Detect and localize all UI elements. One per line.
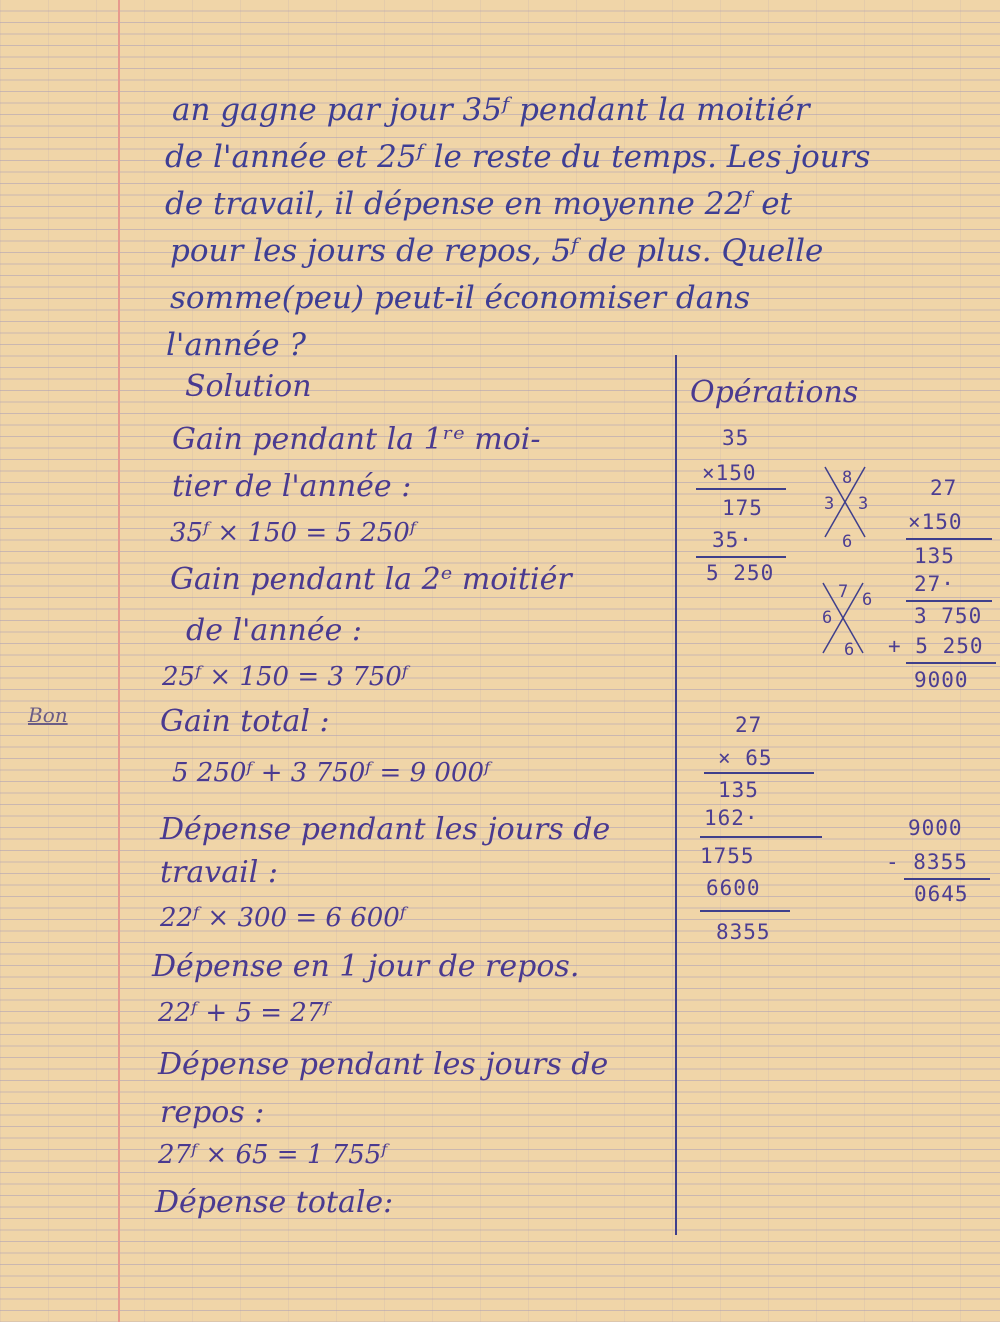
cross2-right: 6 xyxy=(862,590,873,610)
mult3-row: 162· xyxy=(704,806,759,830)
mult2-rule xyxy=(906,662,996,664)
mult1-row: ×150 xyxy=(702,461,757,485)
mult2-row: ×150 xyxy=(908,510,963,534)
solution-line: 27ᶠ × 65 = 1 755ᶠ xyxy=(158,1140,388,1170)
problem-line: l'année ? xyxy=(166,327,307,363)
solution-line: Dépense en 1 jour de repos. xyxy=(152,949,580,984)
margin-grade-mark: Bon xyxy=(28,703,68,727)
mult2-row: 3 750 xyxy=(914,604,983,628)
mult1-row: 35 xyxy=(722,426,750,450)
problem-line: de travail, il dépense en moyenne 22ᶠ et xyxy=(165,186,793,222)
solution-heading: Solution xyxy=(185,369,312,404)
solution-line: 22ᶠ × 300 = 6 600ᶠ xyxy=(160,903,406,933)
mult2-row: + 5 250 xyxy=(888,634,984,658)
solution-line: travail : xyxy=(160,855,278,890)
mult2-row: 27· xyxy=(914,572,955,596)
mult3-total: 8355 xyxy=(716,920,771,944)
problem-line: an gagne par jour 35ᶠ pendant la moitiér xyxy=(172,92,810,128)
mult1-row: 35· xyxy=(712,528,753,552)
solution-line: tier de l'année : xyxy=(172,469,412,504)
sub-rule xyxy=(904,878,990,880)
cross2-top: 7 xyxy=(838,582,849,602)
solution-line: Gain total : xyxy=(160,704,330,739)
sub-row: 9000 xyxy=(908,816,963,840)
sub-row: - 8355 xyxy=(886,850,968,874)
mult3-row: 27 xyxy=(735,713,763,737)
mult2-rule xyxy=(906,538,992,540)
solution-line: 35ᶠ × 150 = 5 250ᶠ xyxy=(170,518,416,548)
mult2-row: 27 xyxy=(930,476,958,500)
mult3-rule xyxy=(700,836,822,838)
mult3-row: 1755 xyxy=(700,844,755,868)
column-divider xyxy=(675,355,677,1235)
mult1-row: 175 xyxy=(722,496,763,520)
cross1-top: 8 xyxy=(842,468,853,488)
operations-heading: Opérations xyxy=(690,375,859,410)
cross1-left: 3 xyxy=(824,494,835,514)
solution-line: Dépense totale: xyxy=(155,1185,394,1220)
mult3-rule xyxy=(700,910,790,912)
mult1-rule xyxy=(696,556,786,558)
mult3-row: 135 xyxy=(718,778,759,802)
problem-line: somme(peu) peut-il économiser dans xyxy=(170,280,751,316)
mult3-row: × 65 xyxy=(718,746,773,770)
solution-line: Dépense pendant les jours de xyxy=(158,1047,609,1082)
problem-line: de l'année et 25ᶠ le reste du temps. Les jours xyxy=(165,139,871,175)
mult3-rule xyxy=(704,772,814,774)
solution-line: repos : xyxy=(160,1095,265,1130)
solution-line: 5 250ᶠ + 3 750ᶠ = 9 000ᶠ xyxy=(172,758,491,788)
solution-line: de l'année : xyxy=(186,613,363,648)
mult1-rule xyxy=(696,488,786,490)
problem-line: pour les jours de repos, 5ᶠ de plus. Quelle xyxy=(170,233,824,269)
solution-line: 22ᶠ + 5 = 27ᶠ xyxy=(158,998,330,1028)
solution-line: Dépense pendant les jours de xyxy=(160,812,611,847)
sub-result: 0645 xyxy=(914,882,969,906)
mult2-rule xyxy=(906,600,992,602)
solution-line: Gain pendant la 2ᵉ moitiér xyxy=(170,562,572,597)
cross1-right: 3 xyxy=(858,494,869,514)
mult3-row: 6600 xyxy=(706,876,761,900)
cross2-left: 6 xyxy=(822,608,833,628)
solution-line: Gain pendant la 1ʳᵉ moi- xyxy=(172,422,541,457)
mult1-row: 5 250 xyxy=(706,561,775,585)
cross2-bottom: 6 xyxy=(844,640,855,660)
cross1-bottom: 6 xyxy=(842,532,853,552)
mult2-total: 9000 xyxy=(914,668,969,692)
mult2-row: 135 xyxy=(914,544,955,568)
solution-line: 25ᶠ × 150 = 3 750ᶠ xyxy=(162,662,408,692)
